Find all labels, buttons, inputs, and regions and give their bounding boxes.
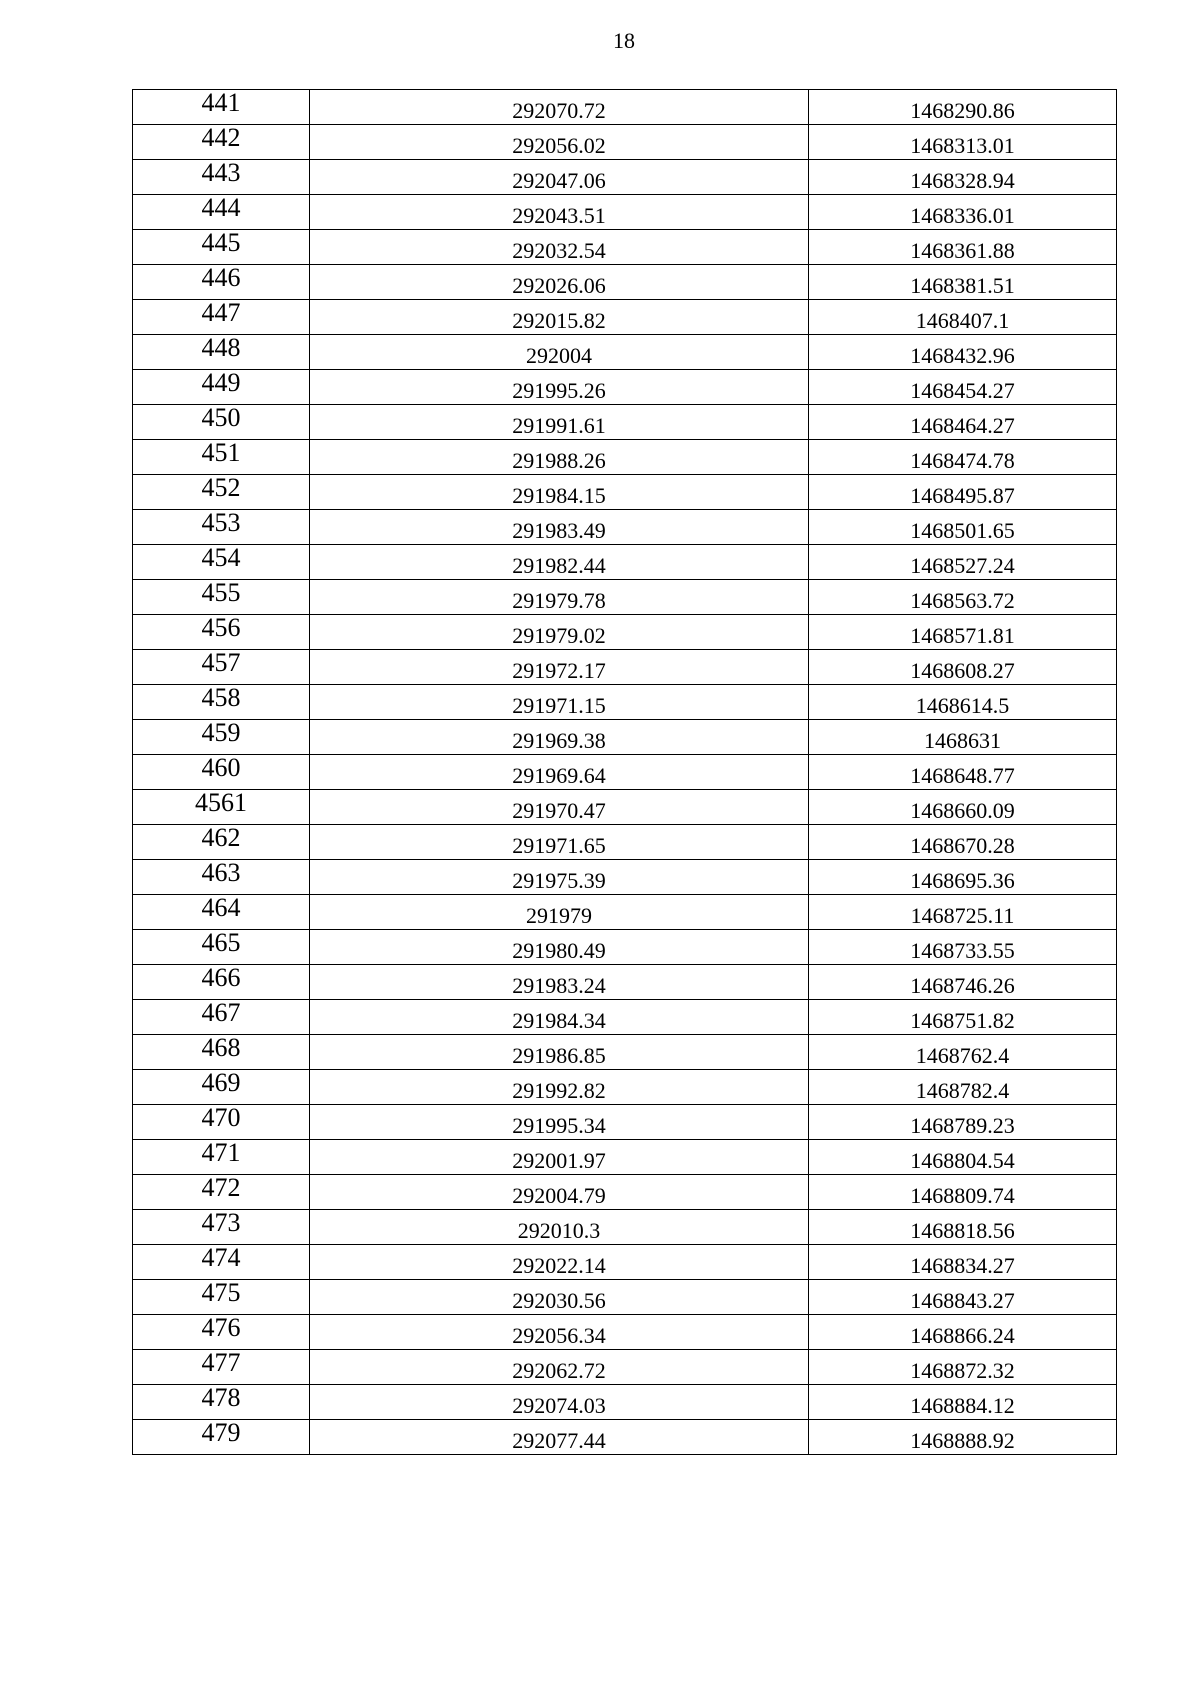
table-row xyxy=(133,1385,1117,1420)
table-row xyxy=(133,160,1117,195)
x-coordinate-cell: 291969.38 xyxy=(310,720,809,755)
y-coordinate-cell: 1468464.27 xyxy=(809,405,1117,440)
table-row xyxy=(133,825,1117,860)
y-coordinate-cell: 1468495.87 xyxy=(809,475,1117,510)
point-number-cell: 474 xyxy=(133,1245,310,1280)
point-number-cell: 446 xyxy=(133,265,310,300)
y-coordinate-cell: 1468454.27 xyxy=(809,370,1117,405)
y-coordinate-cell: 1468660.09 xyxy=(809,790,1117,825)
point-number-cell: 473 xyxy=(133,1210,310,1245)
table-row xyxy=(133,1175,1117,1210)
table-row xyxy=(133,90,1117,125)
y-coordinate-cell: 1468733.55 xyxy=(809,930,1117,965)
point-number-cell: 456 xyxy=(133,615,310,650)
x-coordinate-cell: 291983.49 xyxy=(310,510,809,545)
table-row xyxy=(133,440,1117,475)
coordinates-table xyxy=(132,89,1117,1455)
point-number-cell: 454 xyxy=(133,545,310,580)
table-row xyxy=(133,860,1117,895)
x-coordinate-cell: 291983.24 xyxy=(310,965,809,1000)
table-row xyxy=(133,965,1117,1000)
table-row xyxy=(133,615,1117,650)
x-coordinate-cell: 291970.47 xyxy=(310,790,809,825)
x-coordinate-cell: 291995.26 xyxy=(310,370,809,405)
y-coordinate-cell: 1468804.54 xyxy=(809,1140,1117,1175)
point-number-cell: 449 xyxy=(133,370,310,405)
table-row xyxy=(133,1105,1117,1140)
y-coordinate-cell: 1468614.5 xyxy=(809,685,1117,720)
table-row xyxy=(133,510,1117,545)
point-number-cell: 479 xyxy=(133,1420,310,1455)
table-row xyxy=(133,580,1117,615)
point-number-cell: 460 xyxy=(133,755,310,790)
table-row xyxy=(133,1245,1117,1280)
table-row xyxy=(133,650,1117,685)
x-coordinate-cell: 292070.72 xyxy=(310,90,809,125)
table-row xyxy=(133,300,1117,335)
point-number-cell: 464 xyxy=(133,895,310,930)
table-row xyxy=(133,475,1117,510)
point-number-cell: 448 xyxy=(133,335,310,370)
y-coordinate-cell: 1468313.01 xyxy=(809,125,1117,160)
x-coordinate-cell: 292030.56 xyxy=(310,1280,809,1315)
x-coordinate-cell: 292022.14 xyxy=(310,1245,809,1280)
point-number-cell: 477 xyxy=(133,1350,310,1385)
table-row xyxy=(133,1070,1117,1105)
point-number-cell: 457 xyxy=(133,650,310,685)
table-row xyxy=(133,195,1117,230)
x-coordinate-cell: 291995.34 xyxy=(310,1105,809,1140)
y-coordinate-cell: 1468751.82 xyxy=(809,1000,1117,1035)
x-coordinate-cell: 291980.49 xyxy=(310,930,809,965)
x-coordinate-cell: 292043.51 xyxy=(310,195,809,230)
y-coordinate-cell: 1468695.36 xyxy=(809,860,1117,895)
y-coordinate-cell: 1468809.74 xyxy=(809,1175,1117,1210)
table-row xyxy=(133,1420,1117,1455)
x-coordinate-cell: 292077.44 xyxy=(310,1420,809,1455)
point-number-cell: 468 xyxy=(133,1035,310,1070)
table-row xyxy=(133,545,1117,580)
table-row xyxy=(133,1315,1117,1350)
point-number-cell: 445 xyxy=(133,230,310,265)
point-number-cell: 470 xyxy=(133,1105,310,1140)
x-coordinate-cell: 291988.26 xyxy=(310,440,809,475)
table-row xyxy=(133,1350,1117,1385)
y-coordinate-cell: 1468527.24 xyxy=(809,545,1117,580)
point-number-cell: 469 xyxy=(133,1070,310,1105)
y-coordinate-cell: 1468407.1 xyxy=(809,300,1117,335)
point-number-cell: 447 xyxy=(133,300,310,335)
table-row xyxy=(133,1140,1117,1175)
y-coordinate-cell: 1468608.27 xyxy=(809,650,1117,685)
y-coordinate-cell: 1468381.51 xyxy=(809,265,1117,300)
y-coordinate-cell: 1468563.72 xyxy=(809,580,1117,615)
y-coordinate-cell: 1468884.12 xyxy=(809,1385,1117,1420)
x-coordinate-cell: 292056.02 xyxy=(310,125,809,160)
y-coordinate-cell: 1468789.23 xyxy=(809,1105,1117,1140)
point-number-cell: 443 xyxy=(133,160,310,195)
point-number-cell: 444 xyxy=(133,195,310,230)
table-row xyxy=(133,335,1117,370)
y-coordinate-cell: 1468328.94 xyxy=(809,160,1117,195)
point-number-cell: 462 xyxy=(133,825,310,860)
table-row xyxy=(133,895,1117,930)
y-coordinate-cell: 1468866.24 xyxy=(809,1315,1117,1350)
x-coordinate-cell: 292056.34 xyxy=(310,1315,809,1350)
x-coordinate-cell: 292047.06 xyxy=(310,160,809,195)
table-row xyxy=(133,230,1117,265)
table-row xyxy=(133,755,1117,790)
x-coordinate-cell: 292010.3 xyxy=(310,1210,809,1245)
x-coordinate-cell: 291991.61 xyxy=(310,405,809,440)
y-coordinate-cell: 1468834.27 xyxy=(809,1245,1117,1280)
x-coordinate-cell: 291984.15 xyxy=(310,475,809,510)
point-number-cell: 4561 xyxy=(133,790,310,825)
x-coordinate-cell: 291969.64 xyxy=(310,755,809,790)
point-number-cell: 458 xyxy=(133,685,310,720)
y-coordinate-cell: 1468725.11 xyxy=(809,895,1117,930)
x-coordinate-cell: 292004 xyxy=(310,335,809,370)
y-coordinate-cell: 1468631 xyxy=(809,720,1117,755)
point-number-cell: 478 xyxy=(133,1385,310,1420)
x-coordinate-cell: 291979.78 xyxy=(310,580,809,615)
point-number-cell: 476 xyxy=(133,1315,310,1350)
y-coordinate-cell: 1468432.96 xyxy=(809,335,1117,370)
x-coordinate-cell: 292026.06 xyxy=(310,265,809,300)
point-number-cell: 459 xyxy=(133,720,310,755)
point-number-cell: 450 xyxy=(133,405,310,440)
x-coordinate-cell: 291979 xyxy=(310,895,809,930)
table-row xyxy=(133,1280,1117,1315)
point-number-cell: 472 xyxy=(133,1175,310,1210)
point-number-cell: 453 xyxy=(133,510,310,545)
table-row xyxy=(133,265,1117,300)
y-coordinate-cell: 1468843.27 xyxy=(809,1280,1117,1315)
coordinates-table-body xyxy=(133,90,1117,1455)
y-coordinate-cell: 1468361.88 xyxy=(809,230,1117,265)
x-coordinate-cell: 292074.03 xyxy=(310,1385,809,1420)
x-coordinate-cell: 291986.85 xyxy=(310,1035,809,1070)
x-coordinate-cell: 291971.65 xyxy=(310,825,809,860)
y-coordinate-cell: 1468888.92 xyxy=(809,1420,1117,1455)
point-number-cell: 442 xyxy=(133,125,310,160)
x-coordinate-cell: 291979.02 xyxy=(310,615,809,650)
y-coordinate-cell: 1468571.81 xyxy=(809,615,1117,650)
y-coordinate-cell: 1468648.77 xyxy=(809,755,1117,790)
x-coordinate-cell: 292062.72 xyxy=(310,1350,809,1385)
point-number-cell: 465 xyxy=(133,930,310,965)
point-number-cell: 463 xyxy=(133,860,310,895)
y-coordinate-cell: 1468336.01 xyxy=(809,195,1117,230)
y-coordinate-cell: 1468762.4 xyxy=(809,1035,1117,1070)
y-coordinate-cell: 1468746.26 xyxy=(809,965,1117,1000)
point-number-cell: 452 xyxy=(133,475,310,510)
y-coordinate-cell: 1468670.28 xyxy=(809,825,1117,860)
table-row xyxy=(133,1035,1117,1070)
x-coordinate-cell: 291972.17 xyxy=(310,650,809,685)
table-row xyxy=(133,685,1117,720)
y-coordinate-cell: 1468474.78 xyxy=(809,440,1117,475)
y-coordinate-cell: 1468501.65 xyxy=(809,510,1117,545)
table-row xyxy=(133,930,1117,965)
x-coordinate-cell: 291971.15 xyxy=(310,685,809,720)
x-coordinate-cell: 292015.82 xyxy=(310,300,809,335)
x-coordinate-cell: 291992.82 xyxy=(310,1070,809,1105)
table-row xyxy=(133,1000,1117,1035)
y-coordinate-cell: 1468782.4 xyxy=(809,1070,1117,1105)
point-number-cell: 466 xyxy=(133,965,310,1000)
x-coordinate-cell: 292032.54 xyxy=(310,230,809,265)
point-number-cell: 467 xyxy=(133,1000,310,1035)
x-coordinate-cell: 291975.39 xyxy=(310,860,809,895)
table-row xyxy=(133,370,1117,405)
point-number-cell: 475 xyxy=(133,1280,310,1315)
point-number-cell: 451 xyxy=(133,440,310,475)
point-number-cell: 471 xyxy=(133,1140,310,1175)
x-coordinate-cell: 292001.97 xyxy=(310,1140,809,1175)
y-coordinate-cell: 1468872.32 xyxy=(809,1350,1117,1385)
x-coordinate-cell: 291984.34 xyxy=(310,1000,809,1035)
page-number: 18 xyxy=(613,28,635,53)
table-row xyxy=(133,790,1117,825)
point-number-cell: 455 xyxy=(133,580,310,615)
table-row xyxy=(133,1210,1117,1245)
x-coordinate-cell: 292004.79 xyxy=(310,1175,809,1210)
table-row xyxy=(133,125,1117,160)
y-coordinate-cell: 1468818.56 xyxy=(809,1210,1117,1245)
table-row xyxy=(133,405,1117,440)
y-coordinate-cell: 1468290.86 xyxy=(809,90,1117,125)
table-row xyxy=(133,720,1117,755)
point-number-cell: 441 xyxy=(133,90,310,125)
x-coordinate-cell: 291982.44 xyxy=(310,545,809,580)
